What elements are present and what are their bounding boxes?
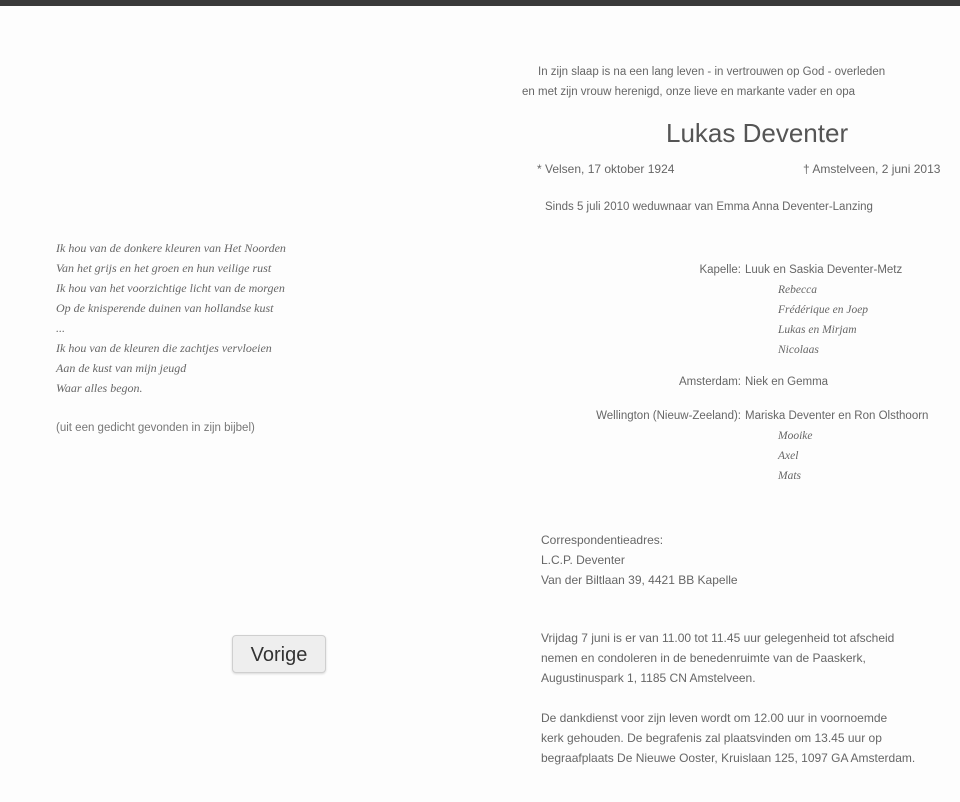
intro-text [522, 62, 886, 102]
intro-line: In zijn slaap is na een lang leven - in vertrouwen op God - overleden [538, 66, 886, 78]
widower-info: Sinds 5 juli 2010 weduwnaar van Emma Anna Deventer-Lanzing [545, 201, 873, 213]
family-parents: Luuk en Saskia Deventer-Metz [745, 264, 903, 276]
poem-line: Ik hou van het voorzichtige licht van de morgen [56, 281, 285, 295]
family-kapelle [500, 264, 960, 364]
correspondence-street: Van der Biltlaan 39, 4421 BB Kapelle [541, 573, 738, 587]
poem-line: Van het grijs en het groen en hun veilige rust [56, 261, 272, 275]
birth-info: * Velsen, 17 oktober 1924 [537, 162, 675, 176]
farewell-info [541, 628, 894, 688]
correspondence-label: Correspondentieadres: [541, 533, 664, 547]
family-wellington [500, 410, 960, 490]
poem-line: Ik hou van de kleuren die zachtjes vervloeien [56, 341, 272, 355]
service-line: De dankdienst voor zijn leven wordt om 12.00 uur in voornoemde [541, 711, 888, 725]
page-left [0, 6, 500, 802]
poem-line: Waar alles begon. [56, 381, 143, 395]
poem-line: Aan de kust van mijn jeugd [56, 361, 187, 375]
family-amsterdam [500, 376, 960, 396]
correspondence-name: L.C.P. Deventer [541, 553, 625, 567]
previous-button[interactable]: Vorige [232, 635, 326, 673]
service-info [541, 708, 915, 768]
poem-line: Op de knisperende duinen van hollandse kust [56, 301, 274, 315]
family-child: Frédérique en Joep [778, 304, 869, 316]
family-location: Wellington (Nieuw-Zeeland): [596, 410, 741, 422]
death-info: † Amstelveen, 2 juni 2013 [803, 162, 941, 176]
service-line: begraafplaats De Nieuwe Ooster, Kruislaan 125, 1097 GA Amsterdam. [541, 751, 916, 765]
deceased-name: Lukas Deventer [666, 118, 849, 148]
intro-line: en met zijn vrouw herenigd, onze lieve en markante vader en opa [522, 86, 856, 98]
family-parents: Mariska Deventer en Ron Olsthoorn [745, 410, 929, 422]
farewell-line: Augustinuspark 1, 1185 CN Amstelveen. [541, 671, 756, 685]
family-child: Mats [778, 470, 801, 482]
poem-line: Ik hou van de donkere kleuren van Het Noorden [56, 241, 286, 255]
farewell-line: Vrijdag 7 juni is er van 11.00 tot 11.45 uur gelegenheid tot afscheid [541, 631, 895, 645]
family-child: Mooike [778, 430, 813, 442]
family-location: Kapelle: [699, 264, 741, 276]
family-child: Axel [778, 450, 799, 462]
family-child: Nicolaas [778, 344, 819, 356]
page-right [500, 6, 960, 802]
family-parents: Niek en Gemma [745, 376, 829, 388]
farewell-line: nemen en condoleren in de benedenruimte van de Paaskerk, [541, 651, 866, 665]
family-child: Lukas en Mirjam [778, 324, 857, 336]
correspondence-address [541, 530, 738, 590]
family-location: Amsterdam: [679, 376, 741, 388]
service-line: kerk gehouden. De begrafenis zal plaatsvinden om 13.45 uur op [541, 731, 882, 745]
poem-line: ... [56, 321, 65, 335]
poem-source: (uit een gedicht gevonden in zijn bijbel) [56, 422, 255, 434]
poem [56, 238, 456, 438]
family-child: Rebecca [778, 284, 817, 296]
